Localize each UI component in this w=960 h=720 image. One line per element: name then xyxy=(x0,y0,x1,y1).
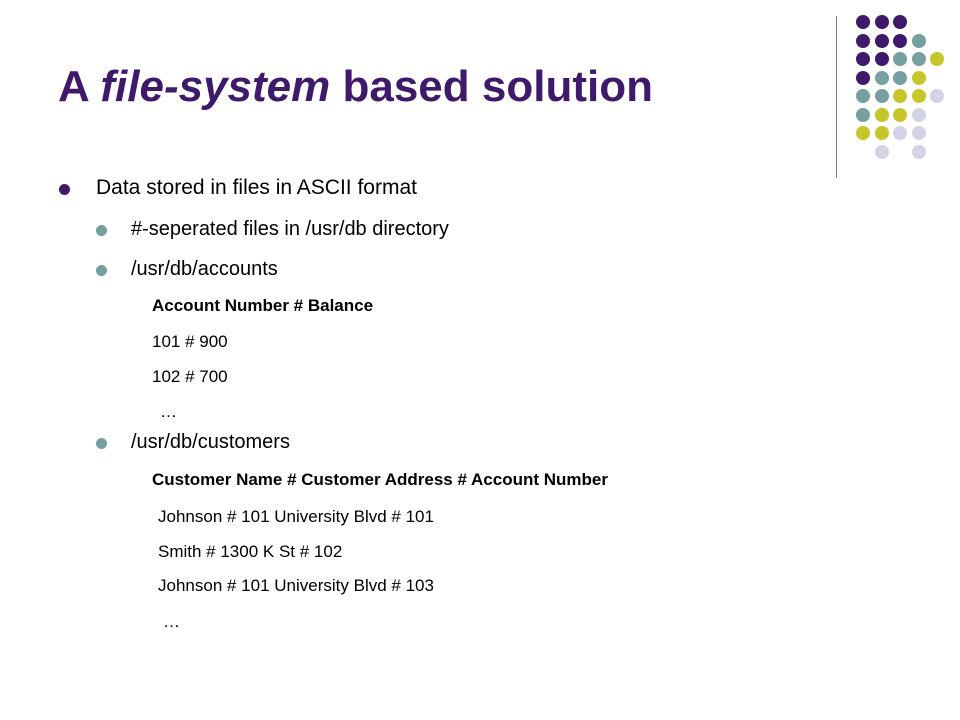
sub-bullet-text: /usr/db/customers xyxy=(131,431,290,453)
decorative-dot xyxy=(893,15,907,29)
customers-file-row: Johnson # 101 University Blvd # 103 xyxy=(158,576,434,595)
decorative-dot xyxy=(875,89,889,103)
customers-file-ellipsis: … xyxy=(163,612,180,631)
sub-bullet-dot-icon xyxy=(96,438,107,449)
decorative-dot xyxy=(893,52,907,66)
decorative-dot xyxy=(856,52,870,66)
decorative-dot xyxy=(893,71,907,85)
decorative-dot xyxy=(875,71,889,85)
decorative-dot xyxy=(875,34,889,48)
sub-bullet-text: /usr/db/accounts xyxy=(131,258,278,280)
decorative-dot xyxy=(856,108,870,122)
decorative-dot xyxy=(875,52,889,66)
sub-bullet-dot-icon xyxy=(96,265,107,276)
title-prefix: A xyxy=(58,62,101,111)
vertical-divider-line xyxy=(836,16,837,178)
accounts-file-ellipsis: … xyxy=(160,402,177,421)
decorative-dot xyxy=(856,34,870,48)
decorative-dot xyxy=(875,145,889,159)
decorative-dot xyxy=(875,108,889,122)
decorative-dot xyxy=(912,71,926,85)
decorative-dot xyxy=(893,89,907,103)
decorative-dot xyxy=(912,34,926,48)
bullet-dot-icon xyxy=(59,184,70,195)
decorative-dot xyxy=(893,34,907,48)
title-emphasis: file-system xyxy=(100,62,331,111)
decorative-dot xyxy=(930,52,944,66)
decorative-dot xyxy=(875,126,889,140)
bullet-text: Data stored in files in ASCII format xyxy=(96,176,417,199)
decorative-dot xyxy=(856,15,870,29)
decorative-dot xyxy=(912,52,926,66)
title-suffix: based solution xyxy=(330,62,653,111)
decorative-dot xyxy=(912,108,926,122)
decorative-dot xyxy=(930,89,944,103)
accounts-file-row: 101 # 900 xyxy=(152,332,228,351)
decorative-dot xyxy=(856,71,870,85)
customers-file-row: Johnson # 101 University Blvd # 101 xyxy=(158,507,434,526)
decorative-dot xyxy=(856,89,870,103)
decorative-dot xyxy=(875,15,889,29)
accounts-file-row: 102 # 700 xyxy=(152,367,228,386)
customers-file-header: Customer Name # Customer Address # Account Number xyxy=(152,470,608,489)
customers-file-row: Smith # 1300 K St # 102 xyxy=(158,542,343,561)
decorative-dot xyxy=(893,126,907,140)
sub-bullet-text: #-seperated files in /usr/db directory xyxy=(131,218,449,240)
decorative-dot xyxy=(856,126,870,140)
decorative-dot xyxy=(912,126,926,140)
sub-bullet-dot-icon xyxy=(96,225,107,236)
decorative-dot xyxy=(912,145,926,159)
decorative-dot xyxy=(912,89,926,103)
decorative-dot xyxy=(893,108,907,122)
accounts-file-header: Account Number # Balance xyxy=(152,296,374,315)
slide-title xyxy=(58,57,653,117)
